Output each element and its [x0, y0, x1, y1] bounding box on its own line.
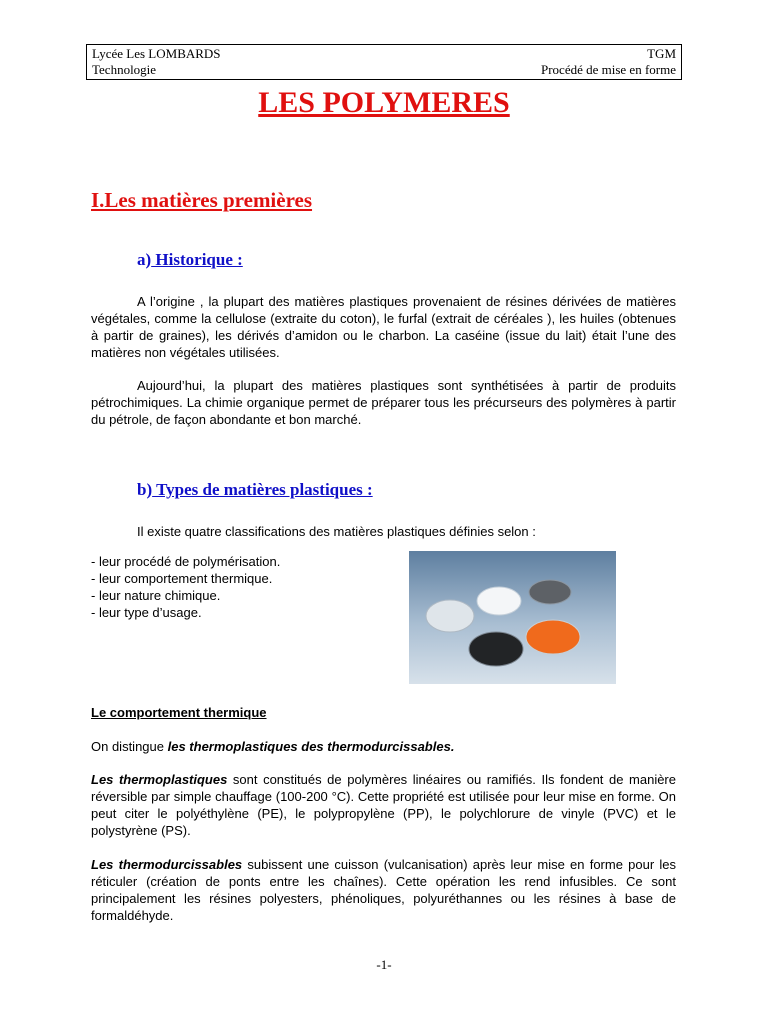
subsection-historique-title: [137, 250, 243, 270]
thermal-behavior-heading: Le comportement thermique: [91, 705, 267, 720]
page-number: -1-: [376, 957, 392, 972]
thermoplastics-paragraph: [91, 771, 676, 839]
thermosets-term: Les thermodurcissables: [91, 857, 243, 872]
document-title: LES POLYMERES: [258, 86, 510, 119]
list-item: - leur comportement thermique.: [91, 571, 273, 586]
subsection-types-title: [137, 480, 373, 500]
orange-pellets-dish: [526, 620, 580, 654]
white-pellets-dish: [426, 600, 474, 632]
thermosets-text: subissent une cuisson (vulcanisation) après leur mise en forme pour les réticuler (création de ponts entre les chaînes). Cette opération les rend infusibles. Ce sont principalement les résines polyesters, phénoliques, polyuréthannes ou les résines à base de formaldéhyde.: [91, 857, 677, 923]
topic-name: Procédé de mise en forme: [540, 62, 676, 77]
thermoplastics-text: sont constitués de polymères linéaires ou ramifiés. Ils fondent de manière réversible par simple chauffage (100-200 °C). Cette propriété est utilisée pour leur mise en forme. On peut citer le polyéthylène (PE), le polypropylène (PP), le polychlorure de vinyle (PVC) et le polystyrène (PS).: [91, 772, 676, 838]
classification-list: [91, 553, 280, 621]
black-pellets-dish: [469, 632, 523, 666]
subsection-prefix: b): [137, 480, 153, 499]
thermosets-paragraph: [91, 856, 676, 924]
subject-name: Technologie: [92, 62, 157, 77]
document-header: [86, 44, 682, 80]
gray-pellets-dish: [529, 580, 571, 604]
thermoplastics-term: Les thermoplastiques: [91, 772, 228, 787]
clear-pellets-dish: [477, 587, 521, 615]
class-code: TGM: [647, 46, 676, 61]
header-row-1: [92, 46, 676, 62]
distinguish-prefix: On distingue: [91, 739, 168, 754]
subsection-prefix: a): [137, 250, 152, 269]
subsection-label: Historique :: [151, 250, 243, 269]
types-intro: Il existe quatre classifications des matières plastiques définies selon :: [137, 524, 536, 539]
header-row-2: [92, 62, 676, 78]
section-title: I.Les matières premières: [91, 188, 313, 212]
subsection-label: Types de matières plastiques :: [152, 480, 373, 499]
school-name: Lycée Les LOMBARDS: [92, 46, 221, 61]
list-item: - leur procédé de polymérisation.: [91, 554, 281, 569]
list-item: - leur nature chimique.: [91, 588, 221, 603]
distinguish-line: [91, 738, 454, 755]
distinguish-emphasis: les thermoplastiques des thermodurcissables.: [167, 739, 455, 754]
historique-paragraph-2: Aujourd’hui, la plupart des matières plastiques sont synthétisées à partir de produits pétrochimiques. La chimie organique permet de préparer tous les précurseurs des polymères à partir du pétrole, de façon abondante et bon marché.: [91, 378, 676, 427]
list-item: - leur type d’usage.: [91, 605, 202, 620]
plastic-pellets-photo: [409, 551, 616, 684]
historique-paragraph-1: A l’origine , la plupart des matières plastiques provenaient de résines dérivées de matières végétales, comme la cellulose (extraite du coton), le furfal (extrait de céréales ), les huiles (obtenues à partir de graines), les dérivés d’amidon ou le charbon. La caséine (issue du lait) était l’une des matières non végétales utilisées.: [91, 294, 676, 360]
